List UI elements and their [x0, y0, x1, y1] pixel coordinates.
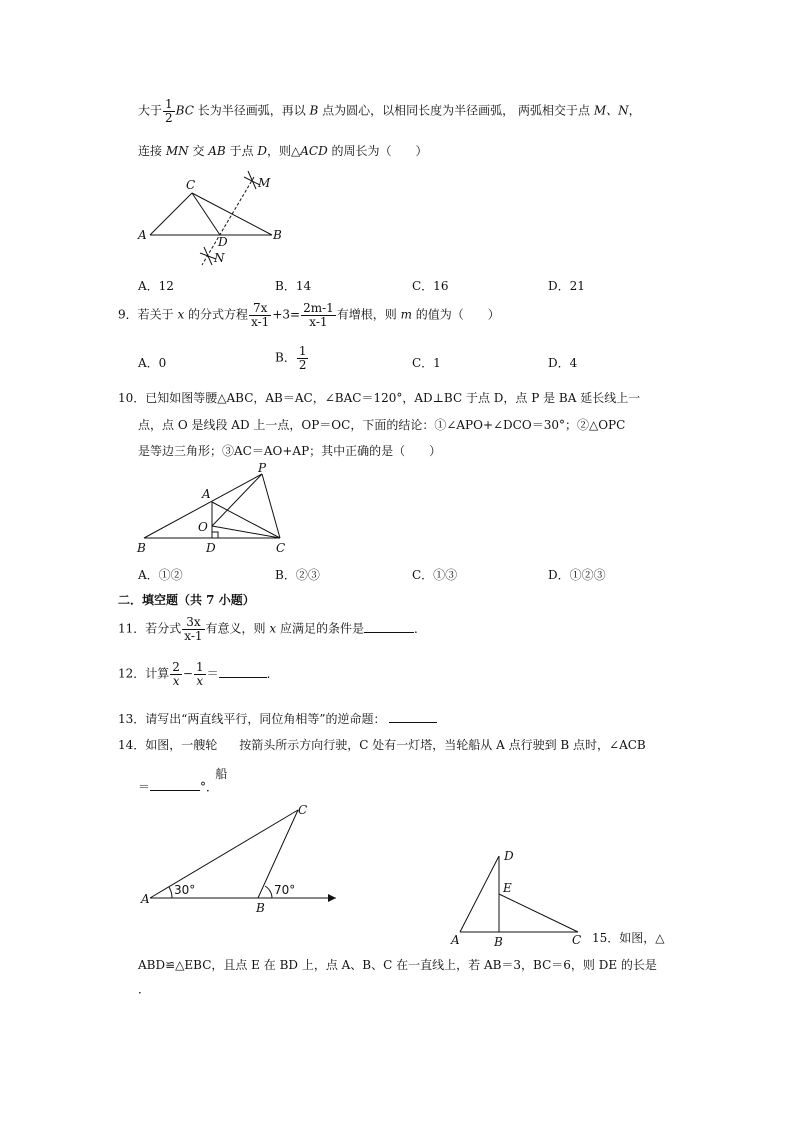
- q8-label-d: D: [218, 235, 228, 249]
- q12-fraction-2: $\frac{1}{x}$: [195, 660, 204, 688]
- section-title-fill-in: 二．填空题（共 7 小题）: [118, 593, 255, 607]
- q10-option-d[interactable]: D．①②③: [548, 568, 606, 582]
- q9-stem: 9．若关于 x 的分式方程 $\frac{7x}{x-1}$ +3= $\frac{2m-1}{x-1}$ 有增根，则 m 的值为（ ）: [118, 301, 500, 329]
- q15-figure: [448, 846, 598, 950]
- q10-label-a: A: [202, 487, 211, 501]
- q9-option-d[interactable]: D．4: [548, 356, 578, 370]
- q15-label-c: C: [572, 933, 582, 947]
- q8-option-b[interactable]: B．14: [275, 279, 312, 293]
- q8-line2: 连接 MN 交 AB 于点 D，则△ACD 的周长为（ ）: [138, 144, 428, 158]
- q10-label-b: B: [137, 541, 146, 555]
- q15-label-e: E: [503, 881, 512, 895]
- q10-option-b[interactable]: B．②③: [275, 568, 320, 582]
- q13-answer-blank[interactable]: [389, 722, 437, 723]
- q14-figure: [138, 800, 343, 915]
- q8-label-m: M: [258, 176, 271, 190]
- q15-line1: 15．如图，△: [592, 931, 665, 945]
- q14-angle-b: 70°: [274, 883, 296, 897]
- q8-label-c: C: [186, 178, 196, 192]
- q8-figure: [130, 165, 290, 270]
- q14-line1: 14．如图，一艘轮 船 按箭头所示方向行驶，C 处有一灯塔，当轮船从 A 点行驶到 B 点时，∠ACB: [118, 738, 646, 781]
- q8-fraction: $\frac{1}{2}$: [165, 97, 173, 125]
- q9-fraction-2: $\frac{2m-1}{x-1}$: [303, 301, 334, 329]
- q11-answer-blank[interactable]: [364, 632, 414, 633]
- q14-label-c: C: [298, 803, 308, 817]
- q15-label-b: B: [494, 935, 503, 949]
- q8-label-a: A: [138, 228, 147, 242]
- q13-stem: 13．请写出“两直线平行，同位角相等”的逆命题：: [118, 710, 437, 727]
- q12-stem: 12．计算 $\frac{2}{x}$ − $\frac{1}{x}$ ＝ ．: [118, 660, 279, 688]
- q8-line1: 大于 $\frac{1}{2}$ BC 长为半径画弧，再以 B 点为圆心，以相同长度为半径画弧， 两弧相交于点 M、N，: [138, 97, 641, 125]
- q8-option-c[interactable]: C．16: [412, 279, 449, 293]
- q8-label-n: N: [214, 251, 225, 265]
- q11-fraction: $\frac{3x}{x-1}$: [184, 615, 203, 643]
- q14-line2: ＝ °．: [138, 780, 219, 794]
- q10-figure: [132, 460, 297, 560]
- q14-answer-blank[interactable]: [150, 790, 200, 791]
- q10-label-p: P: [258, 461, 267, 475]
- q14-angle-a: 30°: [174, 883, 196, 897]
- q15-line2: ABD≌△EBC，且点 E 在 BD 上，点 A、B、C 在一直线上，若 AB＝3，BC＝6，则 DE 的长是: [138, 958, 657, 972]
- q15-label-a: A: [451, 933, 460, 947]
- q10-option-a[interactable]: A．①②: [138, 568, 183, 582]
- q10-line1: 10．已知如图等腰△ABC，AB＝AC，∠BAC＝120°，AD⊥BC 于点 D，点 P 是 BA 延长线上一: [118, 391, 641, 405]
- q11-stem: 11．若分式 $\frac{3x}{x-1}$ 有意义，则 x 应满足的条件是 ．: [118, 615, 426, 643]
- q15-line3: ．: [138, 982, 151, 996]
- q15-label-d: D: [504, 849, 514, 863]
- q9-fraction-1: $\frac{7x}{x-1}$: [251, 301, 270, 329]
- q10-line2: 点，点 O 是线段 AD 上一点，OP＝OC，下面的结论：①∠APO+∠DCO＝30°；②△OPC: [138, 418, 626, 432]
- q10-label-c: C: [276, 541, 286, 555]
- q8-option-d[interactable]: D．21: [548, 279, 585, 293]
- q10-label-d: D: [206, 541, 216, 555]
- q8-label-b: B: [273, 228, 282, 242]
- q14-label-b: B: [256, 901, 265, 915]
- q10-line3: 是等边三角形；③AC＝AO+AP；其中正确的是（ ）: [138, 444, 442, 458]
- q8-option-a[interactable]: A．12: [138, 279, 174, 293]
- q12-answer-blank[interactable]: [219, 677, 267, 678]
- q9-option-a[interactable]: A．0: [138, 356, 167, 370]
- q10-option-c[interactable]: C．①③: [412, 568, 458, 582]
- q14-label-a: A: [141, 892, 150, 906]
- q10-label-o: O: [198, 520, 208, 534]
- q9-option-b[interactable]: B． $\frac{1}{2}$: [275, 344, 307, 372]
- q12-fraction-1: $\frac{2}{x}$: [172, 660, 180, 688]
- q9-option-c[interactable]: C．1: [412, 356, 441, 370]
